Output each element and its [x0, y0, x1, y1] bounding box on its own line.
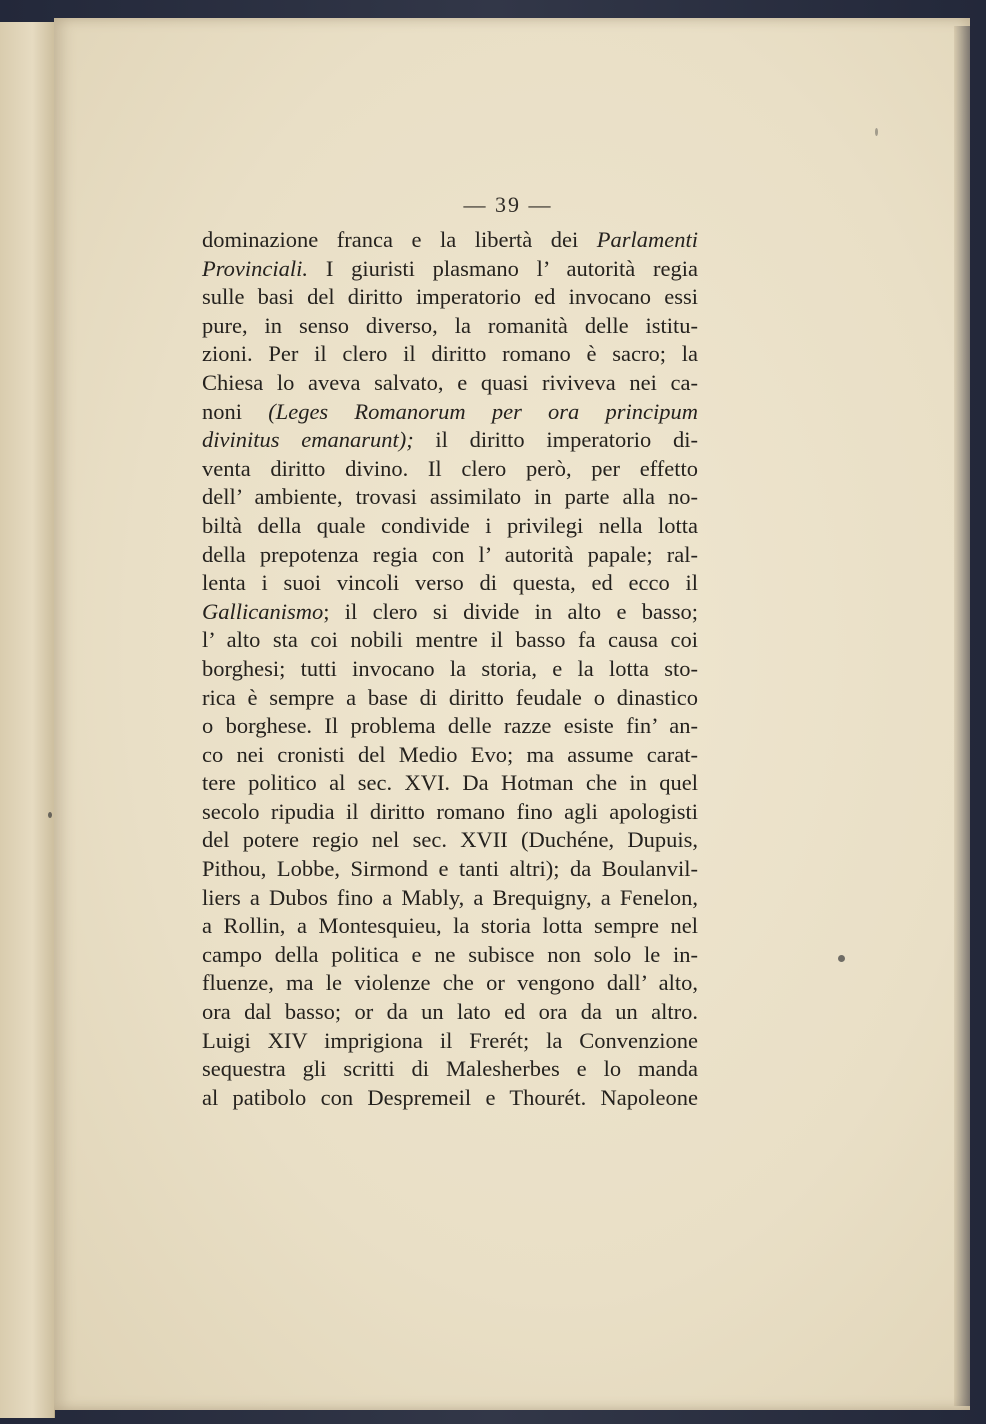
text-line	[202, 398, 698, 427]
text-run: Luigi XIV imprigiona il Frerét; la Convenzione	[202, 1027, 698, 1053]
text-line	[202, 569, 698, 598]
text-line	[202, 655, 698, 684]
italic-text: Provinciali.	[202, 255, 309, 281]
text-run: al patibolo con Despremeil e Thourét. Napoleone	[202, 1084, 698, 1110]
text-run: borghesi; tutti invocano la storia, e la lotta sto-	[202, 655, 698, 681]
text-run: del potere regio nel sec. XVII (Duchéne, Dupuis,	[202, 827, 698, 853]
text-run: della prepotenza regia con l’ autorità papale; ral-	[202, 541, 698, 567]
text-run: Chiesa lo aveva salvato, e quasi riviveva nei ca-	[202, 369, 698, 395]
text-line	[202, 969, 698, 998]
text-run: liers a Dubos fino a Mably, a Brequigny, a Fenelon,	[202, 884, 698, 910]
text-line	[202, 626, 698, 655]
text-run: il diritto imperatorio di-	[413, 427, 698, 453]
text-line	[202, 283, 698, 312]
text-run: a Rollin, a Montesquieu, la storia lotta sempre nel	[202, 913, 698, 939]
text-run: Pithou, Lobbe, Sirmond e tanti altri); da Boulanvil-	[202, 856, 698, 882]
text-line	[202, 941, 698, 970]
text-run: noni	[202, 398, 269, 424]
text-run: venta diritto divino. Il clero però, per effetto	[202, 455, 698, 481]
text-line	[202, 340, 698, 369]
text-line	[202, 312, 698, 341]
page-number: — 39 —	[463, 192, 553, 217]
text-run: dell’ ambiente, trovasi assimilato in parte alla no-	[202, 484, 698, 510]
italic-text: (Leges Romanorum per ora principum	[268, 398, 698, 424]
text-run: biltà della quale condivide i privilegi nella lotta	[202, 512, 698, 538]
text-line	[202, 769, 698, 798]
text-run: ; il clero si divide in alto e basso;	[323, 598, 698, 624]
text-line	[202, 1084, 698, 1113]
italic-text: divinitus emanarunt);	[202, 427, 414, 453]
text-line	[202, 826, 698, 855]
text-run: sulle basi del diritto imperatorio ed invocano essi	[202, 284, 698, 310]
text-line	[202, 1027, 698, 1056]
text-line	[202, 712, 698, 741]
text-run: o borghese. Il problema delle razze esiste fin’ an-	[202, 713, 698, 739]
text-line	[202, 455, 698, 484]
text-run: pure, in senso diverso, la romanità delle istitu-	[202, 312, 698, 338]
text-run: rica è sempre a base di diritto feudale o dinastico	[202, 684, 698, 710]
text-line	[202, 255, 698, 284]
text-line	[202, 512, 698, 541]
text-run: ora dal basso; or da un lato ed ora da un altro.	[202, 999, 698, 1025]
italic-text: Parlamenti	[596, 227, 698, 252]
text-line	[202, 369, 698, 398]
text-line	[202, 426, 698, 455]
previous-page-edge	[0, 22, 55, 1418]
page-edge-shadow	[954, 26, 970, 1406]
text-run: sequestra gli scritti di Malesherbes e lo manda	[202, 1056, 698, 1082]
text-run: co nei cronisti del Medio Evo; ma assume carat-	[202, 741, 698, 767]
text-run: fluenze, ma le violenze che or vengono dall’ alto,	[202, 970, 698, 996]
text-run: lenta i suoi vincoli verso di questa, ed ecco il	[202, 570, 698, 596]
text-line	[202, 798, 698, 827]
paper-speck	[875, 128, 878, 136]
text-line	[202, 884, 698, 913]
text-line	[202, 483, 698, 512]
paper-speck	[838, 955, 845, 962]
text-run: secolo ripudia il diritto romano fino agli apologisti	[202, 798, 698, 824]
text-run: tere politico al sec. XVI. Da Hotman che in quel	[202, 770, 698, 796]
body-text	[202, 226, 698, 1112]
text-run: dominazione franca e la libertà dei	[202, 227, 597, 252]
text-line	[202, 1055, 698, 1084]
text-line	[202, 741, 698, 770]
text-line	[202, 855, 698, 884]
italic-text: Gallicanismo	[202, 598, 324, 624]
paper-speck	[48, 812, 52, 818]
text-line	[202, 998, 698, 1027]
text-line	[202, 912, 698, 941]
text-line	[202, 598, 698, 627]
text-run: zioni. Per il clero il diritto romano è sacro; la	[202, 341, 698, 367]
text-line	[202, 684, 698, 713]
text-run: l’ alto sta coi nobili mentre il basso fa causa coi	[202, 627, 698, 653]
text-line	[202, 541, 698, 570]
text-run: campo della politica e ne subisce non solo le in-	[202, 941, 698, 967]
text-run: I giuristi plasmano l’ autorità regia	[308, 255, 698, 281]
text-line	[202, 226, 698, 255]
